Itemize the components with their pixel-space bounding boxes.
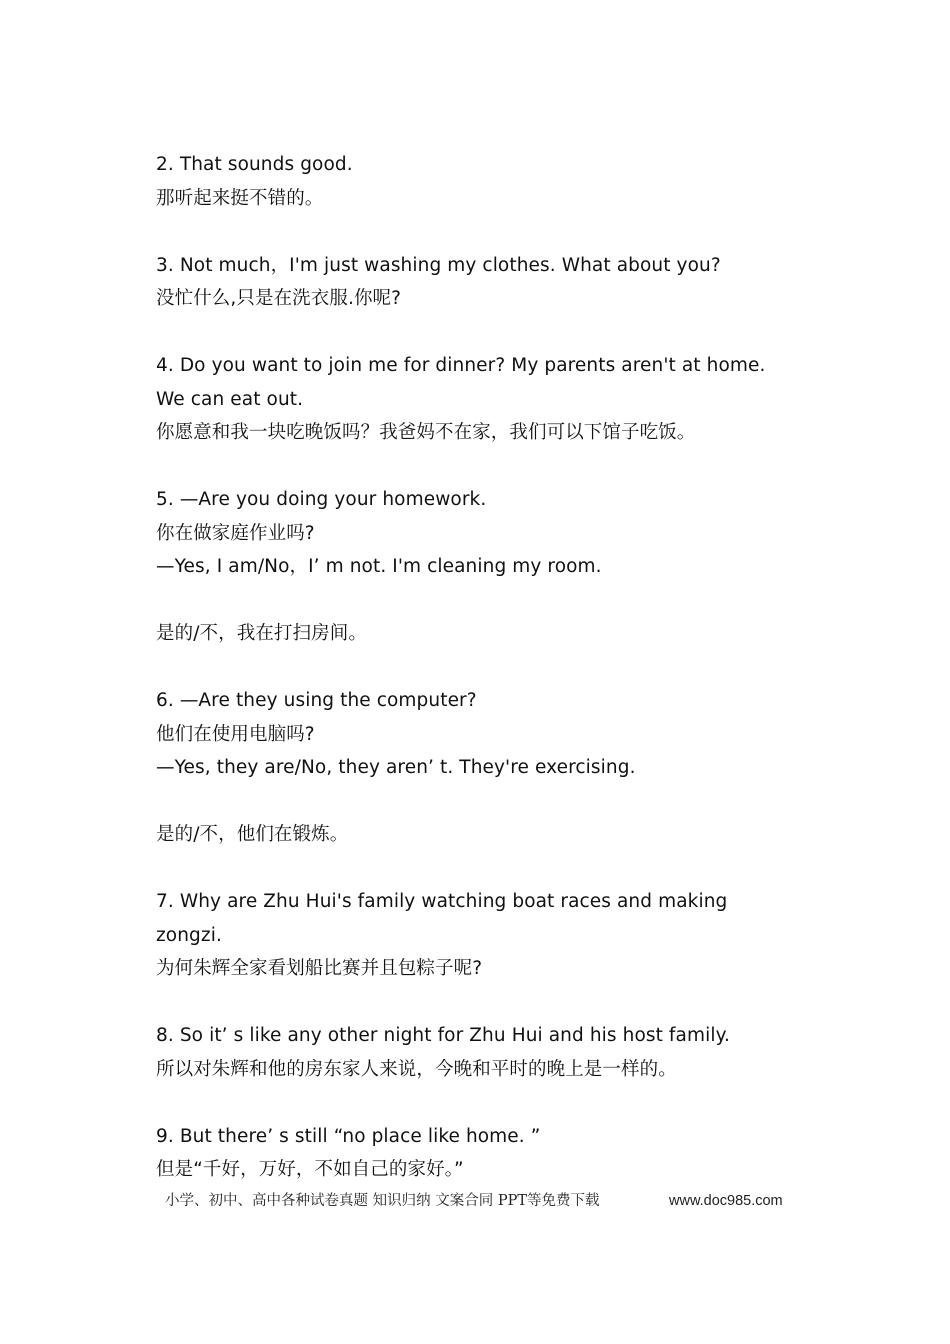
spacer <box>156 316 796 350</box>
sentence-6-question-zh: 他们在使用电脑吗? <box>156 723 315 745</box>
spacer <box>156 450 796 484</box>
sentence-6-answer-zh: 是的/不，他们在锻炼。 <box>156 824 349 845</box>
sentence-4-zh: 你愿意和我一块吃晚饭吗？我爸妈不在家，我们可以下馆子吃饭。 <box>156 422 696 443</box>
sentence-5-answer-zh: 是的/不，我在打扫房间。 <box>156 623 367 644</box>
sentence-3-en: 3. Not much，I'm just washing my clothes. What about you? <box>156 254 721 276</box>
spacer <box>156 215 796 249</box>
spacer <box>156 584 796 618</box>
sentence-7-en-line1: 7. Why are Zhu Hui's family watching boat races and making <box>156 891 728 912</box>
sentence-4-en-line2: We can eat out. <box>156 388 304 410</box>
sentence-5-question-zh: 你在做家庭作业吗? <box>156 522 315 544</box>
sentence-6-question-en: 6. —Are they using the computer? <box>156 690 477 711</box>
sentence-7-en-line2: zongzi. <box>156 924 222 946</box>
sentence-8-en: 8. So it’ s like any other night for Zhu Hui and his host family. <box>156 1025 730 1046</box>
document-body <box>156 148 796 1187</box>
sentence-9-zh: 但是“千好，万好，不如自己的家好。” <box>156 1159 464 1180</box>
sentence-6-answer-en: —Yes, they are/No, they aren’ t. They're exercising. <box>156 757 636 778</box>
sentence-2-en: 2. That sounds good. <box>156 154 353 175</box>
sentence-5-answer-en: —Yes, I am/No，I’ m not. I'm cleaning my room. <box>156 556 602 577</box>
sentence-8-zh: 所以对朱辉和他的房东家人来说，今晚和平时的晚上是一样的。 <box>156 1058 677 1080</box>
sentence-3-zh: 没忙什么,只是在洗衣服.你呢? <box>156 288 402 309</box>
page-footer <box>165 1190 805 1212</box>
sentence-2-zh: 那听起来挺不错的。 <box>156 187 324 209</box>
sentence-9-en: 9. But there’ s still “no place like home. ” <box>156 1125 541 1147</box>
spacer <box>156 986 796 1020</box>
sentence-7-zh: 为何朱辉全家看划船比赛并且包粽子呢? <box>156 958 483 979</box>
spacer <box>156 1086 796 1120</box>
spacer <box>156 852 796 886</box>
spacer <box>156 651 796 685</box>
spacer <box>156 785 796 819</box>
footer-site-link[interactable]: www.doc985.com <box>669 1193 783 1209</box>
sentence-4-en-line1: 4. Do you want to join me for dinner? My parents aren't at home. <box>156 355 766 376</box>
sentence-5-question-en: 5. —Are you doing your homework. <box>156 489 487 510</box>
footer-promo-text: 小学、初中、高中各种试卷真题 知识归纳 文案合同 PPT等免费下载 <box>165 1193 600 1209</box>
